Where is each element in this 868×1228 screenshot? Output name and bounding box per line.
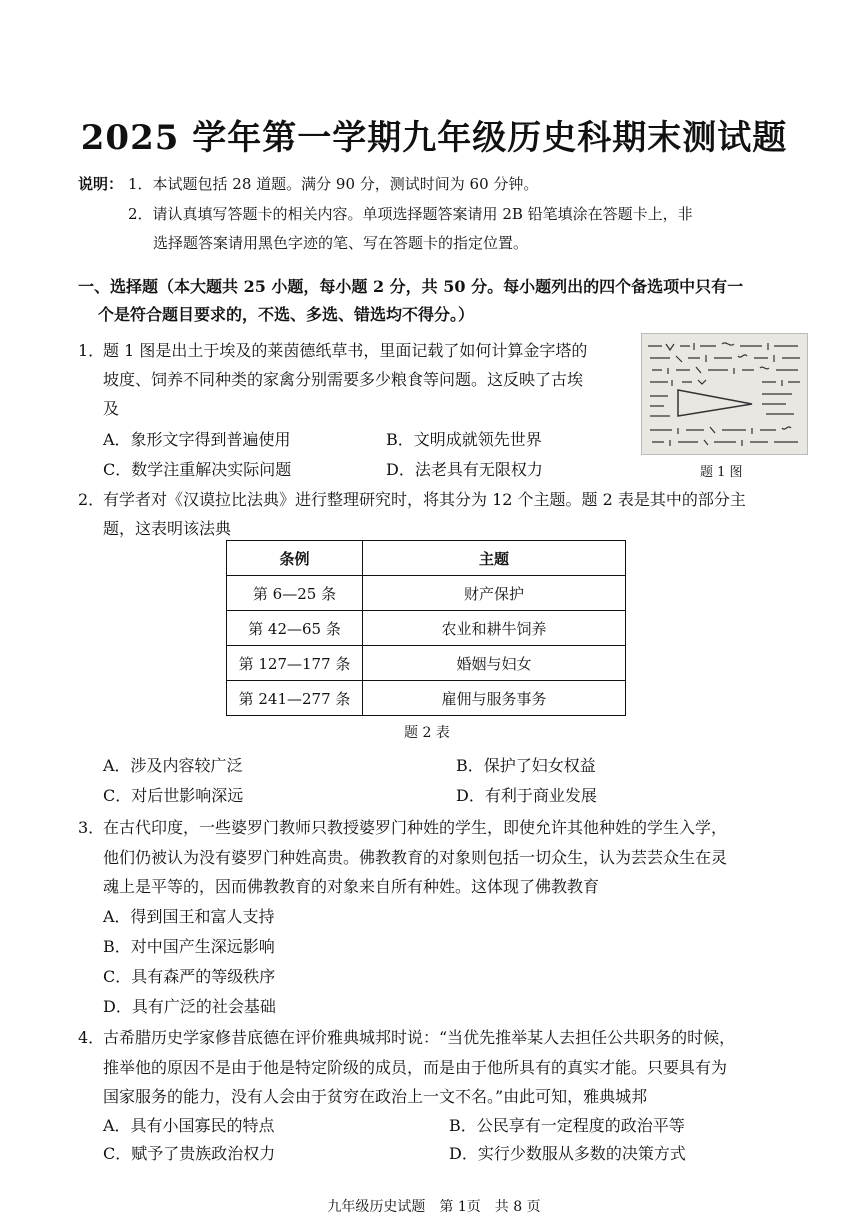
question-1-line-2: 坡度、饲养不同种类的家禽分别需要多少粮食等问题。这反映了古埃 (103, 370, 584, 389)
instruction-item-2-line-1: 2．请认真填写答题卡的相关内容。单项选择题答案请用 2B 铅笔填涂在答题卡上，非 (128, 205, 693, 223)
table-row (227, 611, 626, 646)
table-header-row (227, 541, 626, 576)
question-1-option-c[interactable]: C．数学注重解决实际问题 (103, 460, 292, 479)
table-cell: 第 127—177 条 (227, 646, 363, 681)
question-3-option-b[interactable]: B．对中国产生深远影响 (103, 937, 275, 956)
question-4-option-a[interactable]: A．具有小国寡民的特点 (103, 1116, 275, 1135)
question-1-line-3: 及 (103, 399, 120, 418)
question-3-line-3: 魂上是平等的，因而佛教教育的对象来自所有种姓。这体现了佛教教育 (103, 877, 600, 896)
question-3-option-d[interactable]: D．具有广泛的社会基础 (103, 997, 276, 1016)
question-1-line-1: 题 1 图是出土于埃及的莱茵德纸草书，里面记载了如何计算金字塔的 (103, 341, 588, 360)
table-cell: 雇佣与服务事务 (363, 681, 626, 716)
papyrus-image (641, 333, 808, 455)
question-2-option-d[interactable]: D．有利于商业发展 (456, 786, 597, 805)
section-heading-line-1: 一、选择题（本大题共 25 小题，每小题 2 分，共 50 分。每小题列出的四个备选项中只有一 (78, 277, 744, 296)
question-2-line-1: 有学者对《汉谟拉比法典》进行整理研究时，将其分为 12 个主题。题 2 表是其中的部分主 (103, 490, 746, 509)
instruction-item-1: 1．本试题包括 28 道题。满分 90 分，测试时间为 60 分钟。 (128, 175, 539, 193)
instructions-label: 说明： (78, 175, 124, 193)
table-row (227, 681, 626, 716)
figure-1-caption: 题 1 图 (700, 465, 743, 480)
table-cell: 财产保护 (363, 576, 626, 611)
question-2-option-c[interactable]: C．对后世影响深远 (103, 786, 244, 805)
question-1-option-a[interactable]: A．象形文字得到普遍使用 (103, 430, 291, 449)
question-2-number: 2． (78, 490, 105, 509)
table-cell: 第 42—65 条 (227, 611, 363, 646)
question-3-option-c[interactable]: C．具有森严的等级秩序 (103, 967, 276, 986)
question-4-option-d[interactable]: D．实行少数服从多数的决策方式 (449, 1144, 686, 1163)
table-cell: 婚姻与妇女 (363, 646, 626, 681)
question-4-line-2: 推举他的原因不是由于他是特定阶级的成员，而是由于他所具有的真实才能。只要具有为 (103, 1058, 728, 1077)
question-4-line-1: 古希腊历史学家修昔底德在评价雅典城邦时说：“当优先推举某人去担任公共职务的时候， (103, 1028, 736, 1047)
question-3-line-1: 在古代印度，一些婆罗门教师只教授婆罗门种姓的学生，即使允许其他种姓的学生入学， (103, 818, 728, 837)
table-2-caption: 题 2 表 (404, 725, 450, 741)
question-1-option-d[interactable]: D．法老具有无限权力 (386, 460, 543, 479)
table-row (227, 576, 626, 611)
question-3-option-a[interactable]: A．得到国王和富人支持 (103, 907, 275, 926)
question-1-option-b[interactable]: B．文明成就领先世界 (386, 430, 542, 449)
table-header: 条例 (227, 541, 363, 576)
table-header: 主题 (363, 541, 626, 576)
section-heading-line-2: 个是符合题目要求的，不选、多选、错选均不得分。） (98, 305, 475, 324)
question-4-option-c[interactable]: C．赋予了贵族政治权力 (103, 1144, 276, 1163)
instruction-item-2-line-2: 选择题答案请用黑色字迹的笔、写在答题卡的指定位置。 (153, 234, 529, 252)
table-row (227, 646, 626, 681)
question-4-number: 4． (78, 1028, 105, 1047)
question-3-line-2: 他们仍被认为没有婆罗门种姓高贵。佛教教育的对象则包括一切众生，认为芸芸众生在灵 (103, 848, 728, 867)
question-4-option-b[interactable]: B．公民享有一定程度的政治平等 (449, 1116, 685, 1135)
page-title: 2025 学年第一学期九年级历史科期末测试题 (80, 118, 788, 158)
question-3-number: 3． (78, 818, 105, 837)
question-1-number: 1． (78, 341, 105, 360)
table-cell: 第 241—277 条 (227, 681, 363, 716)
law-table (226, 540, 626, 716)
table-cell: 第 6—25 条 (227, 576, 363, 611)
question-2-line-2: 题，这表明该法典 (103, 519, 232, 538)
question-2-option-a[interactable]: A．涉及内容较广泛 (103, 756, 243, 775)
table-cell: 农业和耕牛饲养 (363, 611, 626, 646)
question-4-line-3: 国家服务的能力，没有人会由于贫穷在政治上一文不名。”由此可知，雅典城邦 (103, 1087, 648, 1106)
question-2-option-b[interactable]: B．保护了妇女权益 (456, 756, 596, 775)
page-footer: 九年级历史试题 第 1页 共 8 页 (327, 1199, 541, 1215)
